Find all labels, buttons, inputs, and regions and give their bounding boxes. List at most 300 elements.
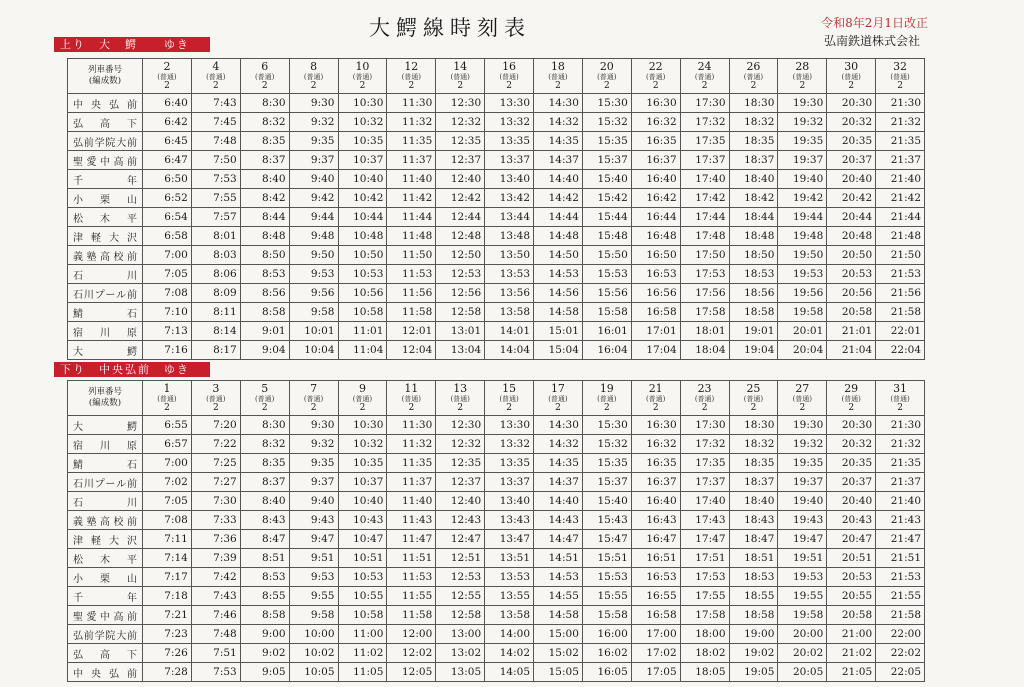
car-count: 2 bbox=[261, 81, 268, 91]
departure-time: 18:35 bbox=[729, 132, 778, 151]
station-name: 津軽大沢 bbox=[68, 530, 143, 549]
table-row bbox=[68, 435, 925, 454]
departure-time: 17:04 bbox=[631, 341, 680, 360]
departure-time: 16:43 bbox=[631, 511, 680, 530]
departure-time: 9:53 bbox=[289, 568, 338, 587]
departure-time: 20:35 bbox=[827, 132, 876, 151]
departure-time: 9:32 bbox=[289, 113, 338, 132]
car-count: 2 bbox=[310, 403, 317, 413]
departure-time: 14:44 bbox=[534, 208, 583, 227]
departure-time: 11:30 bbox=[387, 94, 436, 113]
departure-time: 11:32 bbox=[387, 113, 436, 132]
departure-time: 13:32 bbox=[485, 113, 534, 132]
train-header-cell bbox=[876, 59, 925, 94]
departure-time: 7:02 bbox=[143, 473, 192, 492]
departure-time: 12:51 bbox=[436, 549, 485, 568]
departure-time: 14:51 bbox=[534, 549, 583, 568]
departure-time: 8:37 bbox=[240, 151, 289, 170]
departure-time: 8:37 bbox=[240, 473, 289, 492]
departure-time: 18:05 bbox=[680, 663, 729, 682]
departure-time: 20:40 bbox=[827, 492, 876, 511]
departure-time: 17:35 bbox=[680, 454, 729, 473]
train-type: (普通) bbox=[597, 73, 617, 81]
departure-time: 9:02 bbox=[240, 644, 289, 663]
train-number: 22 bbox=[648, 60, 663, 73]
train-type: (普通) bbox=[157, 395, 177, 403]
departure-time: 22:05 bbox=[876, 663, 925, 682]
table-row bbox=[68, 246, 925, 265]
consist-label: (編成数) bbox=[88, 76, 122, 86]
train-number: 19 bbox=[599, 382, 614, 395]
departure-time: 19:56 bbox=[778, 284, 827, 303]
car-count: 2 bbox=[164, 81, 170, 91]
train-number: 6 bbox=[261, 60, 269, 73]
car-count: 2 bbox=[848, 403, 855, 413]
departure-time: 17:51 bbox=[680, 549, 729, 568]
departure-time: 8:42 bbox=[240, 189, 289, 208]
station-name: 弘前学院大前 bbox=[68, 625, 143, 644]
departure-time: 17:00 bbox=[631, 625, 680, 644]
train-header-cell bbox=[143, 59, 192, 94]
departure-time: 13:40 bbox=[485, 492, 534, 511]
departure-time: 20:53 bbox=[827, 568, 876, 587]
header-row bbox=[68, 59, 925, 94]
departure-time: 7:48 bbox=[191, 625, 240, 644]
train-number: 7 bbox=[310, 382, 318, 395]
departure-time: 19:53 bbox=[778, 265, 827, 284]
departure-time: 7:46 bbox=[191, 606, 240, 625]
departure-time: 16:37 bbox=[631, 473, 680, 492]
departure-time: 7:16 bbox=[143, 341, 192, 360]
train-number: 15 bbox=[502, 382, 517, 395]
departure-time: 21:58 bbox=[876, 606, 925, 625]
departure-time: 11:44 bbox=[387, 208, 436, 227]
departure-time: 18:50 bbox=[729, 246, 778, 265]
train-number: 21 bbox=[648, 382, 663, 395]
departure-time: 19:35 bbox=[778, 454, 827, 473]
train-header-cell bbox=[582, 59, 631, 94]
departure-time: 19:32 bbox=[778, 113, 827, 132]
train-number: 9 bbox=[358, 382, 366, 395]
departure-time: 14:35 bbox=[534, 132, 583, 151]
departure-time: 8:06 bbox=[191, 265, 240, 284]
table-row bbox=[68, 170, 925, 189]
train-type: (普通) bbox=[450, 73, 470, 81]
departure-time: 15:30 bbox=[582, 416, 631, 435]
departure-time: 14:48 bbox=[534, 227, 583, 246]
departure-time: 9:01 bbox=[240, 322, 289, 341]
departure-time: 13:50 bbox=[485, 246, 534, 265]
departure-time: 12:05 bbox=[387, 663, 436, 682]
train-type: (普通) bbox=[694, 73, 715, 81]
departure-time: 15:35 bbox=[582, 454, 631, 473]
departure-time: 15:04 bbox=[534, 341, 583, 360]
departure-time: 15:58 bbox=[582, 303, 631, 322]
departure-time: 10:32 bbox=[338, 113, 387, 132]
train-header-cell bbox=[778, 59, 827, 94]
departure-time: 12:58 bbox=[436, 606, 485, 625]
departure-time: 11:32 bbox=[387, 435, 436, 454]
train-type: (普通) bbox=[792, 73, 813, 81]
departure-time: 16:32 bbox=[631, 435, 680, 454]
departure-time: 20:51 bbox=[827, 549, 876, 568]
car-count: 2 bbox=[848, 81, 855, 91]
departure-time: 14:53 bbox=[534, 265, 583, 284]
departure-time: 8:56 bbox=[240, 284, 289, 303]
departure-time: 18:40 bbox=[729, 492, 778, 511]
departure-time: 15:56 bbox=[582, 284, 631, 303]
departure-time: 12:53 bbox=[436, 265, 485, 284]
train-header-cell bbox=[436, 59, 485, 94]
train-type: (普通) bbox=[450, 395, 470, 403]
table-row bbox=[68, 663, 925, 682]
car-count: 2 bbox=[701, 81, 708, 91]
train-header-cell bbox=[680, 381, 729, 416]
train-header-cell bbox=[631, 59, 680, 94]
departure-time: 11:42 bbox=[387, 189, 436, 208]
departure-time: 7:53 bbox=[191, 663, 240, 682]
departure-time: 10:55 bbox=[338, 587, 387, 606]
table-row bbox=[68, 265, 925, 284]
departure-time: 21:43 bbox=[876, 511, 925, 530]
train-number-label-cell bbox=[68, 381, 143, 416]
station-name: 大鰐 bbox=[68, 341, 143, 360]
table-row bbox=[68, 322, 925, 341]
departure-time: 12:04 bbox=[387, 341, 436, 360]
departure-time: 8:01 bbox=[191, 227, 240, 246]
departure-time: 10:35 bbox=[338, 132, 387, 151]
train-type: (普通) bbox=[303, 395, 324, 403]
departure-time: 19:01 bbox=[729, 322, 778, 341]
departure-time: 19:37 bbox=[778, 473, 827, 492]
departure-time: 10:30 bbox=[338, 94, 387, 113]
car-count: 2 bbox=[750, 81, 757, 91]
departure-time: 8:32 bbox=[240, 113, 289, 132]
departure-time: 17:58 bbox=[680, 606, 729, 625]
departure-time: 7:33 bbox=[191, 511, 240, 530]
departure-time: 12:37 bbox=[436, 473, 485, 492]
departure-time: 20:01 bbox=[778, 322, 827, 341]
car-count: 2 bbox=[408, 403, 415, 413]
station-name: 弘前学院大前 bbox=[68, 132, 143, 151]
down-direction-banner: 下り 中央弘前 ゆき bbox=[54, 362, 210, 377]
departure-time: 15:53 bbox=[582, 568, 631, 587]
departure-time: 8:48 bbox=[240, 227, 289, 246]
departure-time: 11:40 bbox=[387, 170, 436, 189]
departure-time: 13:53 bbox=[485, 568, 534, 587]
departure-time: 14:40 bbox=[534, 492, 583, 511]
departure-time: 19:32 bbox=[778, 435, 827, 454]
departure-time: 21:47 bbox=[876, 530, 925, 549]
departure-time: 21:40 bbox=[876, 492, 925, 511]
departure-time: 20:58 bbox=[827, 303, 876, 322]
departure-time: 13:47 bbox=[485, 530, 534, 549]
departure-time: 9:43 bbox=[289, 511, 338, 530]
train-type: (普通) bbox=[206, 395, 226, 403]
departure-time: 20:37 bbox=[827, 151, 876, 170]
train-header-cell bbox=[143, 381, 192, 416]
departure-time: 22:02 bbox=[876, 644, 925, 663]
departure-time: 18:32 bbox=[729, 113, 778, 132]
train-header-cell bbox=[338, 59, 387, 94]
departure-time: 16:58 bbox=[631, 606, 680, 625]
train-number: 32 bbox=[893, 60, 908, 73]
departure-time: 18:02 bbox=[680, 644, 729, 663]
departure-time: 17:53 bbox=[680, 568, 729, 587]
train-number: 1 bbox=[163, 382, 171, 395]
departure-time: 21:56 bbox=[876, 284, 925, 303]
departure-time: 8:53 bbox=[240, 568, 289, 587]
departure-time: 20:44 bbox=[827, 208, 876, 227]
departure-time: 16:50 bbox=[631, 246, 680, 265]
departure-time: 17:32 bbox=[680, 435, 729, 454]
departure-time: 6:42 bbox=[143, 113, 192, 132]
departure-time: 12:50 bbox=[436, 246, 485, 265]
departure-time: 8:14 bbox=[191, 322, 240, 341]
train-header-cell bbox=[631, 381, 680, 416]
header-row bbox=[68, 381, 925, 416]
departure-time: 19:35 bbox=[778, 132, 827, 151]
departure-time: 12:44 bbox=[436, 208, 485, 227]
departure-time: 15:47 bbox=[582, 530, 631, 549]
departure-time: 20:58 bbox=[827, 606, 876, 625]
departure-time: 13:40 bbox=[485, 170, 534, 189]
departure-time: 12:35 bbox=[436, 132, 485, 151]
departure-time: 19:50 bbox=[778, 246, 827, 265]
consist-label: (編成数) bbox=[88, 398, 122, 408]
train-header-cell bbox=[876, 381, 925, 416]
departure-time: 16:56 bbox=[631, 284, 680, 303]
departure-time: 10:05 bbox=[289, 663, 338, 682]
station-name: 津軽大沢 bbox=[68, 227, 143, 246]
departure-time: 16:51 bbox=[631, 549, 680, 568]
station-name: 鯖石 bbox=[68, 454, 143, 473]
departure-time: 13:43 bbox=[485, 511, 534, 530]
station-name: 松木平 bbox=[68, 208, 143, 227]
departure-time: 14:05 bbox=[485, 663, 534, 682]
departure-time: 18:35 bbox=[729, 454, 778, 473]
departure-time: 18:30 bbox=[729, 416, 778, 435]
departure-time: 19:37 bbox=[778, 151, 827, 170]
departure-time: 20:55 bbox=[827, 587, 876, 606]
train-number: 29 bbox=[844, 382, 859, 395]
departure-time: 12:40 bbox=[436, 170, 485, 189]
departure-time: 10:40 bbox=[338, 492, 387, 511]
departure-time: 17:53 bbox=[680, 265, 729, 284]
departure-time: 14:56 bbox=[534, 284, 583, 303]
departure-time: 19:48 bbox=[778, 227, 827, 246]
station-name: 弘高下 bbox=[68, 113, 143, 132]
car-count: 2 bbox=[457, 81, 464, 91]
departure-time: 11:40 bbox=[387, 492, 436, 511]
departure-time: 9:40 bbox=[289, 170, 338, 189]
departure-time: 18:37 bbox=[729, 473, 778, 492]
departure-time: 21:35 bbox=[876, 454, 925, 473]
departure-time: 16:53 bbox=[631, 265, 680, 284]
train-number: 11 bbox=[404, 382, 419, 395]
station-name: 千年 bbox=[68, 170, 143, 189]
departure-time: 16:32 bbox=[631, 113, 680, 132]
station-name: 宿川原 bbox=[68, 435, 143, 454]
departure-time: 21:32 bbox=[876, 435, 925, 454]
departure-time: 20:00 bbox=[778, 625, 827, 644]
departure-time: 10:00 bbox=[289, 625, 338, 644]
departure-time: 18:51 bbox=[729, 549, 778, 568]
departure-time: 20:04 bbox=[778, 341, 827, 360]
departure-time: 19:58 bbox=[778, 606, 827, 625]
departure-time: 9:56 bbox=[289, 284, 338, 303]
departure-time: 20:47 bbox=[827, 530, 876, 549]
departure-time: 10:42 bbox=[338, 189, 387, 208]
departure-time: 15:43 bbox=[582, 511, 631, 530]
departure-time: 11:51 bbox=[387, 549, 436, 568]
departure-time: 16:37 bbox=[631, 151, 680, 170]
departure-time: 11:48 bbox=[387, 227, 436, 246]
departure-time: 16:48 bbox=[631, 227, 680, 246]
departure-time: 13:32 bbox=[485, 435, 534, 454]
car-count: 2 bbox=[750, 403, 757, 413]
departure-time: 21:48 bbox=[876, 227, 925, 246]
table-row bbox=[68, 303, 925, 322]
train-type: (普通) bbox=[792, 395, 813, 403]
departure-time: 13:00 bbox=[436, 625, 485, 644]
departure-time: 6:40 bbox=[143, 94, 192, 113]
up-direction-banner: 上り 大 鰐 ゆき bbox=[54, 37, 210, 52]
departure-time: 13:48 bbox=[485, 227, 534, 246]
train-number-label-cell bbox=[68, 59, 143, 94]
departure-time: 15:30 bbox=[582, 94, 631, 113]
departure-time: 8:55 bbox=[240, 587, 289, 606]
station-name: 弘高下 bbox=[68, 644, 143, 663]
train-number: 10 bbox=[355, 60, 370, 73]
departure-time: 15:40 bbox=[582, 170, 631, 189]
car-count: 2 bbox=[652, 81, 659, 91]
train-header-cell bbox=[729, 381, 778, 416]
table-row bbox=[68, 208, 925, 227]
departure-time: 9:44 bbox=[289, 208, 338, 227]
table-row bbox=[68, 530, 925, 549]
departure-time: 16:53 bbox=[631, 568, 680, 587]
departure-time: 10:48 bbox=[338, 227, 387, 246]
departure-time: 13:35 bbox=[485, 132, 534, 151]
departure-time: 20:56 bbox=[827, 284, 876, 303]
departure-time: 15:42 bbox=[582, 189, 631, 208]
departure-time: 17:37 bbox=[680, 473, 729, 492]
departure-time: 21:58 bbox=[876, 303, 925, 322]
train-number: 27 bbox=[795, 382, 810, 395]
train-type: (普通) bbox=[254, 73, 275, 81]
departure-time: 16:35 bbox=[631, 132, 680, 151]
departure-time: 7:28 bbox=[143, 663, 192, 682]
car-count: 2 bbox=[457, 403, 464, 413]
departure-time: 19:47 bbox=[778, 530, 827, 549]
station-name: 小栗山 bbox=[68, 189, 143, 208]
car-count: 2 bbox=[897, 81, 903, 91]
departure-time: 21:30 bbox=[876, 416, 925, 435]
departure-time: 13:42 bbox=[485, 189, 534, 208]
departure-time: 10:47 bbox=[338, 530, 387, 549]
departure-time: 16:30 bbox=[631, 94, 680, 113]
departure-time: 14:32 bbox=[534, 113, 583, 132]
train-type: (普通) bbox=[743, 395, 764, 403]
departure-time: 17:05 bbox=[631, 663, 680, 682]
departure-time: 9:00 bbox=[240, 625, 289, 644]
departure-time: 7:50 bbox=[191, 151, 240, 170]
table-row bbox=[68, 454, 925, 473]
table-row bbox=[68, 568, 925, 587]
departure-time: 10:56 bbox=[338, 284, 387, 303]
train-header-cell bbox=[387, 381, 436, 416]
departure-time: 7:05 bbox=[143, 265, 192, 284]
departure-time: 7:43 bbox=[191, 587, 240, 606]
departure-time: 20:48 bbox=[827, 227, 876, 246]
departure-time: 12:58 bbox=[436, 303, 485, 322]
departure-time: 15:01 bbox=[534, 322, 583, 341]
departure-time: 10:37 bbox=[338, 151, 387, 170]
departure-time: 20:37 bbox=[827, 473, 876, 492]
departure-time: 10:43 bbox=[338, 511, 387, 530]
car-count: 2 bbox=[212, 403, 219, 413]
departure-time: 9:05 bbox=[240, 663, 289, 682]
departure-time: 7:53 bbox=[191, 170, 240, 189]
departure-time: 16:01 bbox=[582, 322, 631, 341]
departure-time: 7:57 bbox=[191, 208, 240, 227]
departure-time: 14:30 bbox=[534, 94, 583, 113]
train-type: (普通) bbox=[841, 73, 861, 81]
departure-time: 18:37 bbox=[729, 151, 778, 170]
departure-time: 18:58 bbox=[729, 606, 778, 625]
train-type: (普通) bbox=[157, 73, 177, 81]
departure-time: 7:08 bbox=[143, 284, 192, 303]
departure-time: 10:53 bbox=[338, 265, 387, 284]
train-header-cell bbox=[729, 59, 778, 94]
departure-time: 14:04 bbox=[485, 341, 534, 360]
train-type: (普通) bbox=[352, 395, 373, 403]
departure-time: 13:30 bbox=[485, 94, 534, 113]
departure-time: 7:23 bbox=[143, 625, 192, 644]
departure-time: 7:48 bbox=[191, 132, 240, 151]
departure-time: 7:51 bbox=[191, 644, 240, 663]
departure-time: 11:47 bbox=[387, 530, 436, 549]
departure-time: 7:18 bbox=[143, 587, 192, 606]
departure-time: 13:44 bbox=[485, 208, 534, 227]
departure-time: 14:35 bbox=[534, 454, 583, 473]
departure-time: 20:40 bbox=[827, 170, 876, 189]
departure-time: 17:56 bbox=[680, 284, 729, 303]
departure-time: 12:30 bbox=[436, 94, 485, 113]
departure-time: 15:44 bbox=[582, 208, 631, 227]
departure-time: 10:58 bbox=[338, 303, 387, 322]
departure-time: 8:30 bbox=[240, 416, 289, 435]
departure-time: 16:00 bbox=[582, 625, 631, 644]
table-row bbox=[68, 189, 925, 208]
train-number: 12 bbox=[404, 60, 419, 73]
departure-time: 17:35 bbox=[680, 132, 729, 151]
departure-time: 19:58 bbox=[778, 303, 827, 322]
departure-time: 11:35 bbox=[387, 454, 436, 473]
train-number: 3 bbox=[212, 382, 220, 395]
station-name: 宿川原 bbox=[68, 322, 143, 341]
departure-time: 19:53 bbox=[778, 568, 827, 587]
departure-time: 7:26 bbox=[143, 644, 192, 663]
train-number-label: 列車番号 bbox=[87, 387, 122, 397]
departure-time: 14:37 bbox=[534, 473, 583, 492]
departure-time: 17:44 bbox=[680, 208, 729, 227]
train-header-cell bbox=[289, 59, 338, 94]
train-number: 17 bbox=[550, 382, 565, 395]
departure-time: 12:32 bbox=[436, 113, 485, 132]
departure-time: 21:35 bbox=[876, 132, 925, 151]
